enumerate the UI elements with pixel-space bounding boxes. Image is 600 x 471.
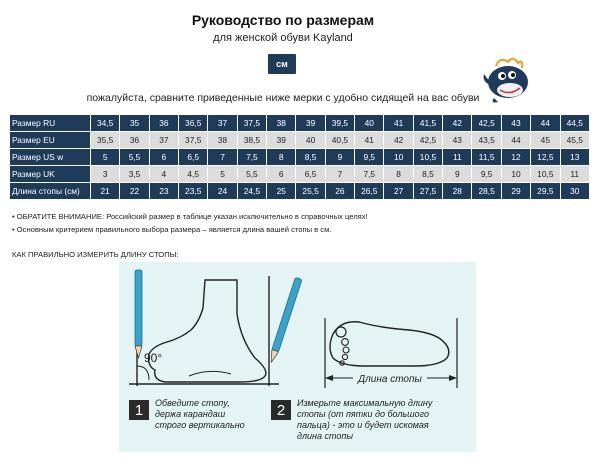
table-cell: 42,5 <box>472 115 501 132</box>
table-cell: 8 <box>384 166 413 183</box>
table-cell: 36 <box>149 115 178 132</box>
table-cell: 5,5 <box>120 149 149 166</box>
step2-line: длина стопы <box>297 431 353 441</box>
table-cell: 36 <box>120 132 149 149</box>
table-cell: 9,5 <box>472 166 501 183</box>
table-cell: 44 <box>501 132 530 149</box>
table-cell: 45,5 <box>560 132 590 149</box>
table-cell: 38,5 <box>237 132 266 149</box>
table-cell: 4 <box>149 166 178 183</box>
table-cell: 40 <box>355 115 384 132</box>
table-cell: 21 <box>91 183 120 200</box>
table-cell: 11 <box>443 149 472 166</box>
step1-number-badge: 1 <box>129 400 149 420</box>
table-cell: 7,5 <box>355 166 384 183</box>
row-header: Размер UK <box>10 166 91 183</box>
table-cell: 7 <box>325 166 354 183</box>
table-cell: 37 <box>149 132 178 149</box>
table-cell: 24 <box>208 183 237 200</box>
table-cell: 37,5 <box>237 115 266 132</box>
table-cell: 10 <box>501 166 530 183</box>
table-cell: 40,5 <box>325 132 354 149</box>
table-cell: 45 <box>531 132 560 149</box>
table-row-ru <box>10 115 590 132</box>
row-header: Размер EU <box>10 132 91 149</box>
table-cell: 13 <box>560 149 590 166</box>
table-cell: 9 <box>325 149 354 166</box>
unit-badge: см <box>268 54 296 74</box>
table-cell: 38 <box>267 115 296 132</box>
table-cell: 39 <box>296 115 325 132</box>
angle-label: 90° <box>144 351 163 365</box>
table-cell: 7 <box>208 149 237 166</box>
table-cell: 8,5 <box>413 166 442 183</box>
table-cell: 44,5 <box>560 115 590 132</box>
table-cell: 43,5 <box>472 132 501 149</box>
notes <box>12 210 592 236</box>
table-cell: 6 <box>149 149 178 166</box>
table-cell: 25 <box>267 183 296 200</box>
table-cell: 40 <box>296 132 325 149</box>
pencil-left-icon <box>135 270 142 358</box>
table-cell: 8 <box>267 149 296 166</box>
step1-line: Обведите стопу, <box>155 398 230 408</box>
table-cell: 12,5 <box>531 149 560 166</box>
page-title: Руководство по размерам <box>191 12 375 28</box>
table-cell: 6,5 <box>296 166 325 183</box>
table-cell: 37,5 <box>179 132 208 149</box>
howto-heading: КАК ПРАВИЛЬНО ИЗМЕРИТЬ ДЛИНУ СТОПЫ: <box>12 250 179 259</box>
table-cell: 22 <box>120 183 149 200</box>
table-cell: 28 <box>443 183 472 200</box>
step2-text <box>297 398 432 442</box>
table-cell: 26,5 <box>355 183 384 200</box>
table-cell: 9 <box>443 166 472 183</box>
table-cell: 6,5 <box>179 149 208 166</box>
table-cell: 41,5 <box>413 115 442 132</box>
step1-text <box>155 398 245 431</box>
table-cell: 39 <box>267 132 296 149</box>
page-subtitle: для женской обуви Kayland <box>213 32 353 44</box>
table-cell: 11 <box>560 166 590 183</box>
measurement-illustration <box>119 262 476 452</box>
table-cell: 43 <box>501 115 530 132</box>
table-cell: 29,5 <box>531 183 560 200</box>
step1-line: держа карандаш <box>155 409 226 419</box>
row-header: Длина стопы (см) <box>10 183 91 200</box>
table-cell: 37 <box>208 115 237 132</box>
table-cell: 3 <box>91 166 120 183</box>
table-cell: 39,5 <box>325 115 354 132</box>
table-row-foot-length <box>10 183 590 200</box>
table-cell: 5 <box>208 166 237 183</box>
table-cell: 4,5 <box>179 166 208 183</box>
table-cell: 27,5 <box>413 183 442 200</box>
table-cell: 3,5 <box>120 166 149 183</box>
table-cell: 41 <box>384 115 413 132</box>
note-criterion: • Основным критерием правильного выбора размера – является длина вашей стопы в см. <box>12 225 332 234</box>
table-cell: 12 <box>501 149 530 166</box>
table-cell: 26 <box>325 183 354 200</box>
table-cell: 42 <box>384 132 413 149</box>
table-cell: 11,5 <box>472 149 501 166</box>
table-cell: 27 <box>384 183 413 200</box>
size-table <box>10 115 590 200</box>
table-cell: 34,5 <box>91 115 120 132</box>
step2-line: Измерьте максимальную длину <box>297 398 433 408</box>
table-cell: 29 <box>501 183 530 200</box>
table-cell: 36,5 <box>179 115 208 132</box>
table-cell: 41 <box>355 132 384 149</box>
table-cell: 42 <box>443 115 472 132</box>
table-cell: 5 <box>91 149 120 166</box>
table-row-us <box>10 149 590 166</box>
table-cell: 9,5 <box>355 149 384 166</box>
table-cell: 35 <box>120 115 149 132</box>
table-cell: 7,5 <box>237 149 266 166</box>
step2-line: пальца) - это и будет искомая <box>297 420 429 430</box>
table-cell: 35,5 <box>91 132 120 149</box>
table-cell: 42,5 <box>413 132 442 149</box>
step2-number-badge: 2 <box>271 400 291 420</box>
table-cell: 24,5 <box>237 183 266 200</box>
table-cell: 10,5 <box>413 149 442 166</box>
table-cell: 38 <box>208 132 237 149</box>
table-cell: 43 <box>443 132 472 149</box>
table-cell: 8,5 <box>296 149 325 166</box>
table-row-eu <box>10 132 590 149</box>
foot-length-label: Длина стопы <box>358 374 422 385</box>
table-cell: 28,5 <box>472 183 501 200</box>
table-cell: 23,5 <box>179 183 208 200</box>
table-cell: 30 <box>560 183 590 200</box>
table-cell: 5,5 <box>237 166 266 183</box>
table-cell: 10 <box>384 149 413 166</box>
row-header: Размер RU <box>10 115 91 132</box>
step1-line: строго вертикально <box>155 420 245 430</box>
step2-line: стопы (от пятки до большого <box>297 409 429 419</box>
pencil-right-icon <box>268 277 302 363</box>
table-cell: 23 <box>149 183 178 200</box>
table-cell: 25,5 <box>296 183 325 200</box>
note-reference: • ОБРАТИТЕ ВНИМАНИЕ: Российский размер в таблице указан исключительно в справочных целях! <box>12 212 368 221</box>
row-header: Размер US w <box>10 149 91 166</box>
table-cell: 6 <box>267 166 296 183</box>
table-cell: 10,5 <box>531 166 560 183</box>
table-row-uk <box>10 166 590 183</box>
compare-instruction: пожалуйста, сравните приведенные ниже мерки с удобно сидящей на вас обуви <box>86 92 480 104</box>
table-cell: 44 <box>531 115 560 132</box>
